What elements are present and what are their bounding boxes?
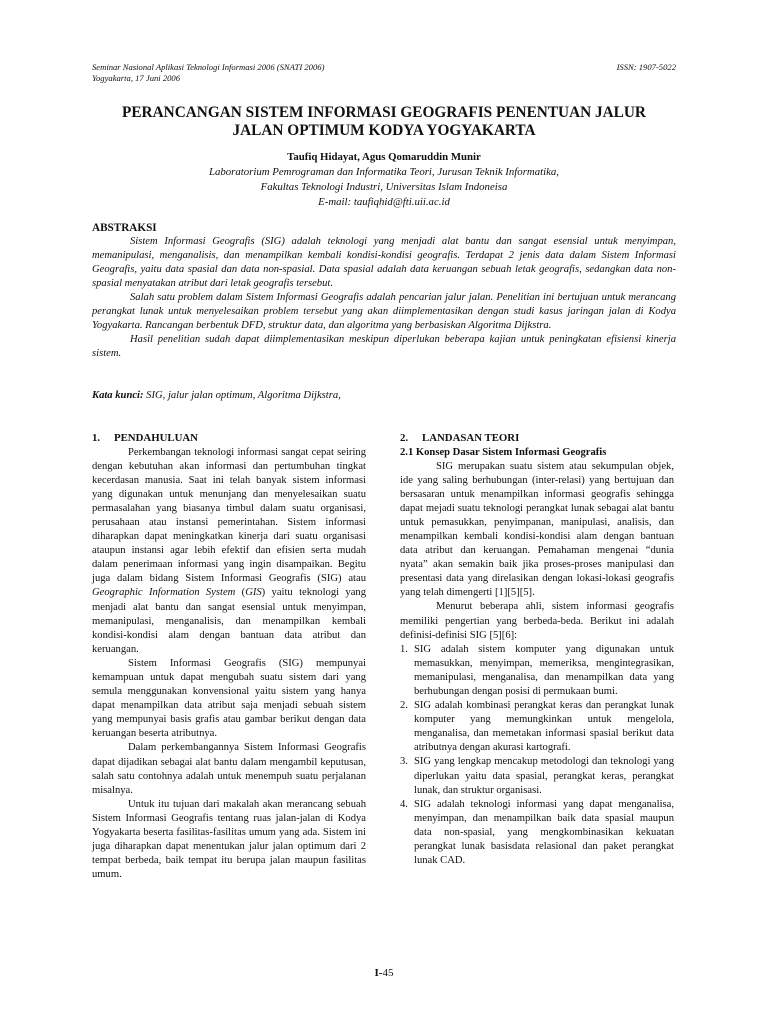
abstract-paragraph-1: Sistem Informasi Geografis (SIG) adalah teknologi yang menjadi alat bantu dan sangat esensial untuk menyimpan, memanipulasi, menganalisis, dan menampilkan kembali kondisi-kondisi geografis. Terdapat 2 jenis data dalam Sistem Informasi Geografis, yaitu data spasial dan data non-spasial. Data spasial adalah data keruangan sebuah letak geografis, sedangkan data non-spasial menyatakan atribut dari letak geografis tersebut.	[92, 236, 676, 289]
paper-title-line-2: JALAN OPTIMUM KODYA YOGYAKARTA	[232, 122, 536, 139]
keywords-line	[92, 390, 676, 401]
page-number	[0, 967, 768, 979]
list-item-number: 4.	[400, 798, 408, 810]
list-item-text: SIG adalah sistem komputer yang digunakan untuk memasukkan, menyimpan, memeriksa, mengintegrasikan, memanipulasi, menganalisa, dan menampilkan data yang berhubungan dengan posisi di permukaan bumi.	[414, 643, 674, 697]
gis-term: Geographic Information System	[92, 587, 236, 599]
paper-title-line-1: PERANCANGAN SISTEM INFORMASI GEOGRAFIS PENENTUAN JALUR	[122, 104, 646, 121]
section-2-number: 2.	[400, 432, 409, 444]
left-column	[92, 431, 366, 882]
abstract-heading: ABSTRAKSI	[92, 222, 157, 234]
list-item-text: SIG adalah kombinasi perangkat keras dan perangkat lunak komputer yang memungkinkan untuk mengelola, menganalisa, dan memetakan informasi spasial berikut data atributnya dengan akurasi kartografi.	[414, 700, 674, 754]
list-item	[400, 699, 674, 755]
page-number-prefix: I-	[374, 967, 383, 979]
section-1-number: 1.	[92, 432, 101, 444]
conference-location-date: Yogyakarta, 17 Juni 2006	[92, 73, 181, 83]
section-1-paragraph-1: Perkembangan teknologi informasi sangat cepat seiring dengan kebutuhan akan informasi dan pertumbuhan tingkat kecerdasan manusia. Saat ini telah banyak sistem informasi yang digunakan untuk menunjang dan menyelesaikan suatu permasalahan yang biasanya timbul dalam suatu organisasi, perusahaan atau instansi pemerintahan. Sistem informasi diharapkan dapat meningkatkan kinerja dari suatu organisasi ataupun instansi agar lebih efektif dan efisien serta mudah dalam penerimaan informasi yang ingin disampaikan. Begitu juga dalam bidang Sistem Informasi Geografis (SIG) atau Geographic Information System (GIS) yaitu teknologi yang menjadi alat bantu dan sangat esensial untuk menyimpan, memanipulasi, menganalisis, dan menampilkan kembali kondisi-kondisi alam dengan bantuan data atribut dan keruangan.	[92, 446, 367, 655]
section-1-title: PENDAHULUAN	[114, 432, 198, 444]
section-1-paragraph-3: Dalam perkembangannya Sistem Informasi Geografis dapat dijadikan sebagai alat bantu dalam mengambil keputusan, salah satu contohnya adalah untuk menempuh suatu perjalanan misalnya.	[92, 742, 366, 796]
section-1-p1-text: Perkembangan teknologi informasi sangat cepat seiring dengan kebutuhan akan informasi dan pertumbuhan tingkat kecerdasan manusia. Saat ini telah banyak sistem informasi yang digunakan untuk menunjang dan menyelesaikan suatu permasalahan yang biasanya timbul dalam suatu organisasi, perusahaan atau instansi pemerintahan. Sistem informasi diharapkan dapat meningkatkan kinerja dari suatu organisasi ataupun instansi agar lebih efektif dan efisien serta mudah dalam penerimaan informasi yang ingin disampaikan. Begitu juga dalam bidang Sistem Informasi Geografis (SIG) atau	[92, 446, 366, 585]
list-item	[400, 643, 674, 699]
issn-label: ISSN: 1907-5022	[616, 62, 676, 72]
keywords-text: SIG, jalur jalan optimum, Algoritma Dijkstra,	[146, 390, 341, 401]
list-item-text: SIG adalah teknologi informasi yang dapat menganalisa, menyimpan, dan menampilkan baik data spasial maupun data non-spasial, yang mengkombinasikan kekuatan perangkat lunak basisdata relasional dan paket perangkat lunak CAD.	[414, 798, 674, 867]
subsection-2-1-heading: 2.1 Konsep Dasar Sistem Informasi Geografis	[400, 446, 607, 458]
paper-title	[92, 104, 676, 140]
conference-name: Seminar Nasional Aplikasi Teknologi Informasi 2006 (SNATI 2006)	[92, 62, 325, 72]
list-item	[400, 798, 674, 868]
list-item	[400, 755, 674, 797]
abstract-paragraph-2: Salah satu problem dalam Sistem Informasi Geografis adalah pencarian jalur jalan. Penelitian ini bertujuan untuk merancang perangkat lunak untuk menyelesaikan problem tersebut yang akan diimplementasikan dengan studi kasus jaringan jalan di Kodya Yogyakarta. Rancangan berbentuk DFD, struktur data, dan algoritma yang berbasiskan Algoritma Dijkstra.	[92, 292, 676, 331]
section-2-title: LANDASAN TEORI	[422, 432, 520, 444]
sig-definition-list	[400, 643, 674, 869]
abstract-paragraph-3: Hasil penelitian sudah dapat diimplementasikan meskipun diperlukan beberapa kajian untuk peningkatan efisiensi kinerja sistem.	[92, 334, 676, 359]
affiliation-line-1: Laboratorium Pemrograman dan Informatika Teori, Jurusan Teknik Informatika,	[208, 166, 559, 178]
list-item-number: 1.	[400, 643, 408, 655]
abstract-body	[92, 235, 676, 361]
section-2-heading	[400, 431, 674, 446]
affiliation-line-2: Fakultas Teknologi Industri, Universitas Islam Indoneisa	[260, 181, 508, 193]
list-item-number: 2.	[400, 700, 408, 712]
keywords-label: Kata kunci:	[92, 390, 144, 401]
author-block	[92, 150, 676, 210]
running-header-left	[92, 62, 324, 84]
section-2-paragraph-1: SIG merupakan suatu sistem atau sekumpulan objek, ide yang saling berhubungan (inter-relasi) yang bertujuan dan bersasaran untuk menampilkan informasi geografis sehingga dapat mejadi suatu teknologi perangkat lunak sebagai alat bantu untuk pemasukkan, penyimpanan, manipulasi, analisis, dan menampilkan kembali kondisi-kondisi alam dengan bantuan data atribut dan keruangan. Pemahaman mengenai “dunia nyata” akan semakin baik jika proses-proses manipulasi dan presentasi data yang direlasikan dengan lokasi-lokasi geografis yang telah dimengerti [1][5][5].	[400, 460, 674, 599]
section-1-p1-rest: yaitu teknologi yang menjadi alat bantu dan sangat esensial untuk menyimpan, memanipulasi, menganalisis, dan menampilkan kembali kondisi-kondisi alam dengan bantuan data atribut dan keruangan.	[92, 587, 367, 655]
author-email: E-mail: taufiqhid@fti.uii.ac.id	[318, 196, 450, 208]
section-2-paragraph-2: Menurut beberapa ahli, sistem informasi geografis memiliki pengertian yang berbeda-beda. Berikut ini adalah definisi-definisi SIG [5][6]:	[400, 601, 674, 641]
list-item-number: 3.	[400, 756, 408, 768]
page-number-value: 45	[382, 967, 394, 979]
list-item-text: SIG yang lengkap mencakup metodologi dan teknologi yang diperlukan yaitu data spasial, perangkat keras, perangkat lunak, dan struktur organisasi.	[414, 756, 674, 796]
section-1-paragraph-2: Sistem Informasi Geografis (SIG) mempunyai kemampuan untuk dapat mengubah suatu sistem dari yang semula menggunakan konvensional yaitu sistem yang hanya dapat menampilkan data atribut saja menjadi sebuah sistem yang mempunyai basis grafis atau gambar berikut dengan data keruangan beserta atributnya.	[92, 657, 366, 740]
author-names: Taufiq Hidayat, Agus Qomaruddin Munir	[287, 151, 481, 163]
section-1-heading	[92, 431, 366, 446]
section-1-paragraph-4: Untuk itu tujuan dari makalah akan merancang sebuah Sistem Informasi Geografis tentang ruas jalan-jalan di Kodya Yogyakarta beserta fasilitas-fasilitas umum yang ada. Sistem ini juga diharapkan dapat menentukan jalur jalan optimum dari 2 tempat berbeda, baik tempat itu berupa jalan maupun fasilitas umum.	[92, 798, 366, 881]
gis-abbr: GIS	[245, 587, 262, 599]
right-column	[400, 431, 674, 868]
